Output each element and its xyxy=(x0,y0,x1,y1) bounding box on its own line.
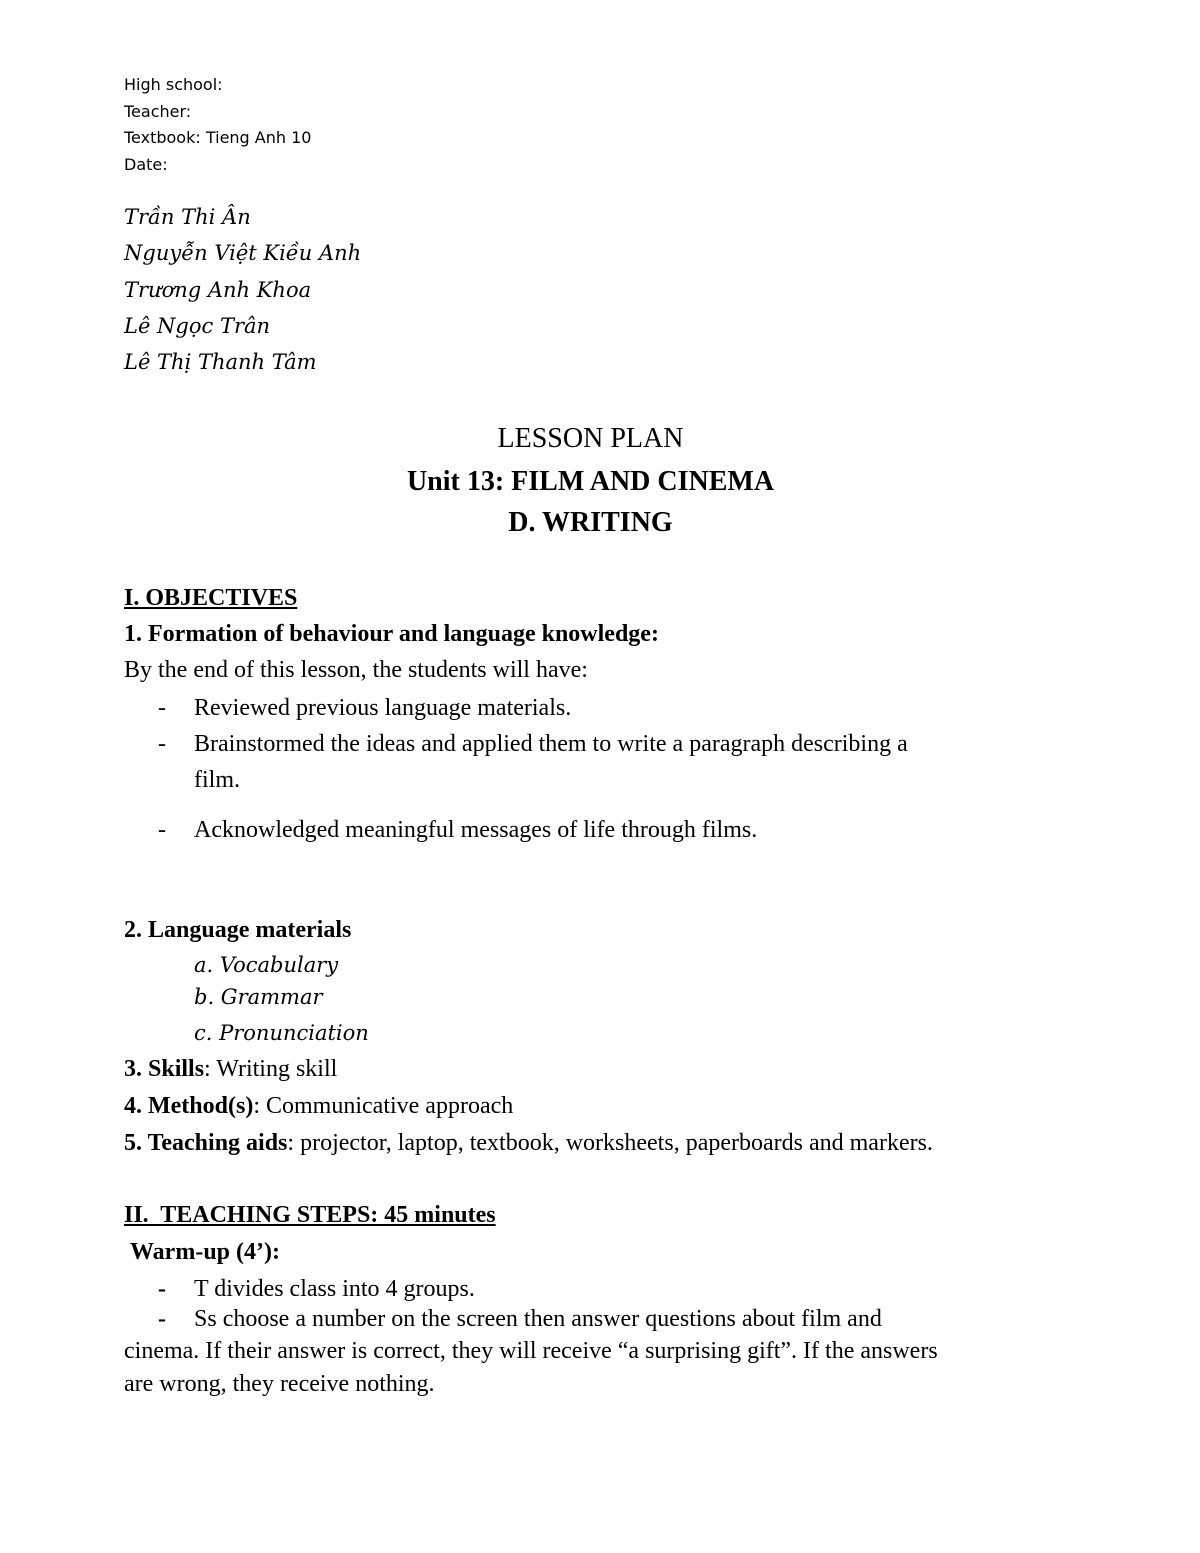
warmup-step-continuation: cinema. If their answer is correct, they will receive “a surprising gift”. If the answers xyxy=(124,1338,938,1364)
author-name: Trần Thi Ân xyxy=(124,205,251,229)
warmup-step: Ss choose a number on the screen then answer questions about film and xyxy=(194,1306,882,1332)
aids-line xyxy=(124,1130,933,1157)
language-material-item: c. Pronunciation xyxy=(194,1021,369,1045)
date-label: Date: xyxy=(124,155,168,174)
objectives-intro: By the end of this lesson, the students will have: xyxy=(124,657,588,683)
objective-item: Reviewed previous language materials. xyxy=(194,695,572,721)
author-name: Lê Thị Thanh Tâm xyxy=(124,350,317,374)
document-title: LESSON PLAN xyxy=(497,423,684,454)
bullet-dash: - xyxy=(158,695,166,721)
unit-title: Unit 13: FILM AND CINEMA xyxy=(406,466,775,497)
warmup-step: T divides class into 4 groups. xyxy=(194,1276,475,1302)
bullet-dash: - xyxy=(158,1276,166,1302)
method-line xyxy=(124,1093,513,1120)
language-material-item: a. Vocabulary xyxy=(194,953,339,977)
teaching-steps-heading: II. TEACHING STEPS: 45 minutes xyxy=(124,1202,496,1228)
skills-value: : Writing skill xyxy=(204,1056,338,1082)
high-school-label: High school: xyxy=(124,75,223,94)
section-title: D. WRITING xyxy=(508,507,673,538)
aids-value: : projector, laptop, textbook, worksheets, paperboards and markers. xyxy=(287,1130,933,1156)
warmup-step-continuation: are wrong, they receive nothing. xyxy=(124,1371,435,1397)
warmup-heading: Warm-up (4’): xyxy=(130,1239,280,1265)
aids-label: 5. Teaching aids xyxy=(124,1130,288,1156)
method-value: : Communicative approach xyxy=(253,1093,514,1119)
objectives-heading: I. OBJECTIVES xyxy=(124,585,298,611)
skills-line xyxy=(124,1056,337,1083)
skills-label: 3. Skills xyxy=(124,1056,205,1082)
author-name: Lê Ngọc Trân xyxy=(124,314,271,338)
textbook-label: Textbook: Tieng Anh 10 xyxy=(124,128,312,147)
bullet-dash: - xyxy=(158,731,166,757)
language-material-item: b. Grammar xyxy=(194,985,323,1009)
objective-item: Brainstormed the ideas and applied them to write a paragraph describing a xyxy=(194,731,908,757)
language-materials-heading: 2. Language materials xyxy=(124,917,352,943)
objective-item-continuation: film. xyxy=(194,767,240,793)
formation-heading: 1. Formation of behaviour and language knowledge: xyxy=(124,621,659,647)
bullet-dash: - xyxy=(158,817,166,843)
objective-item: Acknowledged meaningful messages of life through films. xyxy=(194,817,758,843)
method-label: 4. Method(s) xyxy=(124,1093,254,1119)
author-name: Nguyễn Việt Kiều Anh xyxy=(124,241,362,265)
bullet-dash: - xyxy=(158,1306,166,1332)
author-name: Trương Anh Khoa xyxy=(124,278,312,302)
teacher-label: Teacher: xyxy=(124,102,192,121)
